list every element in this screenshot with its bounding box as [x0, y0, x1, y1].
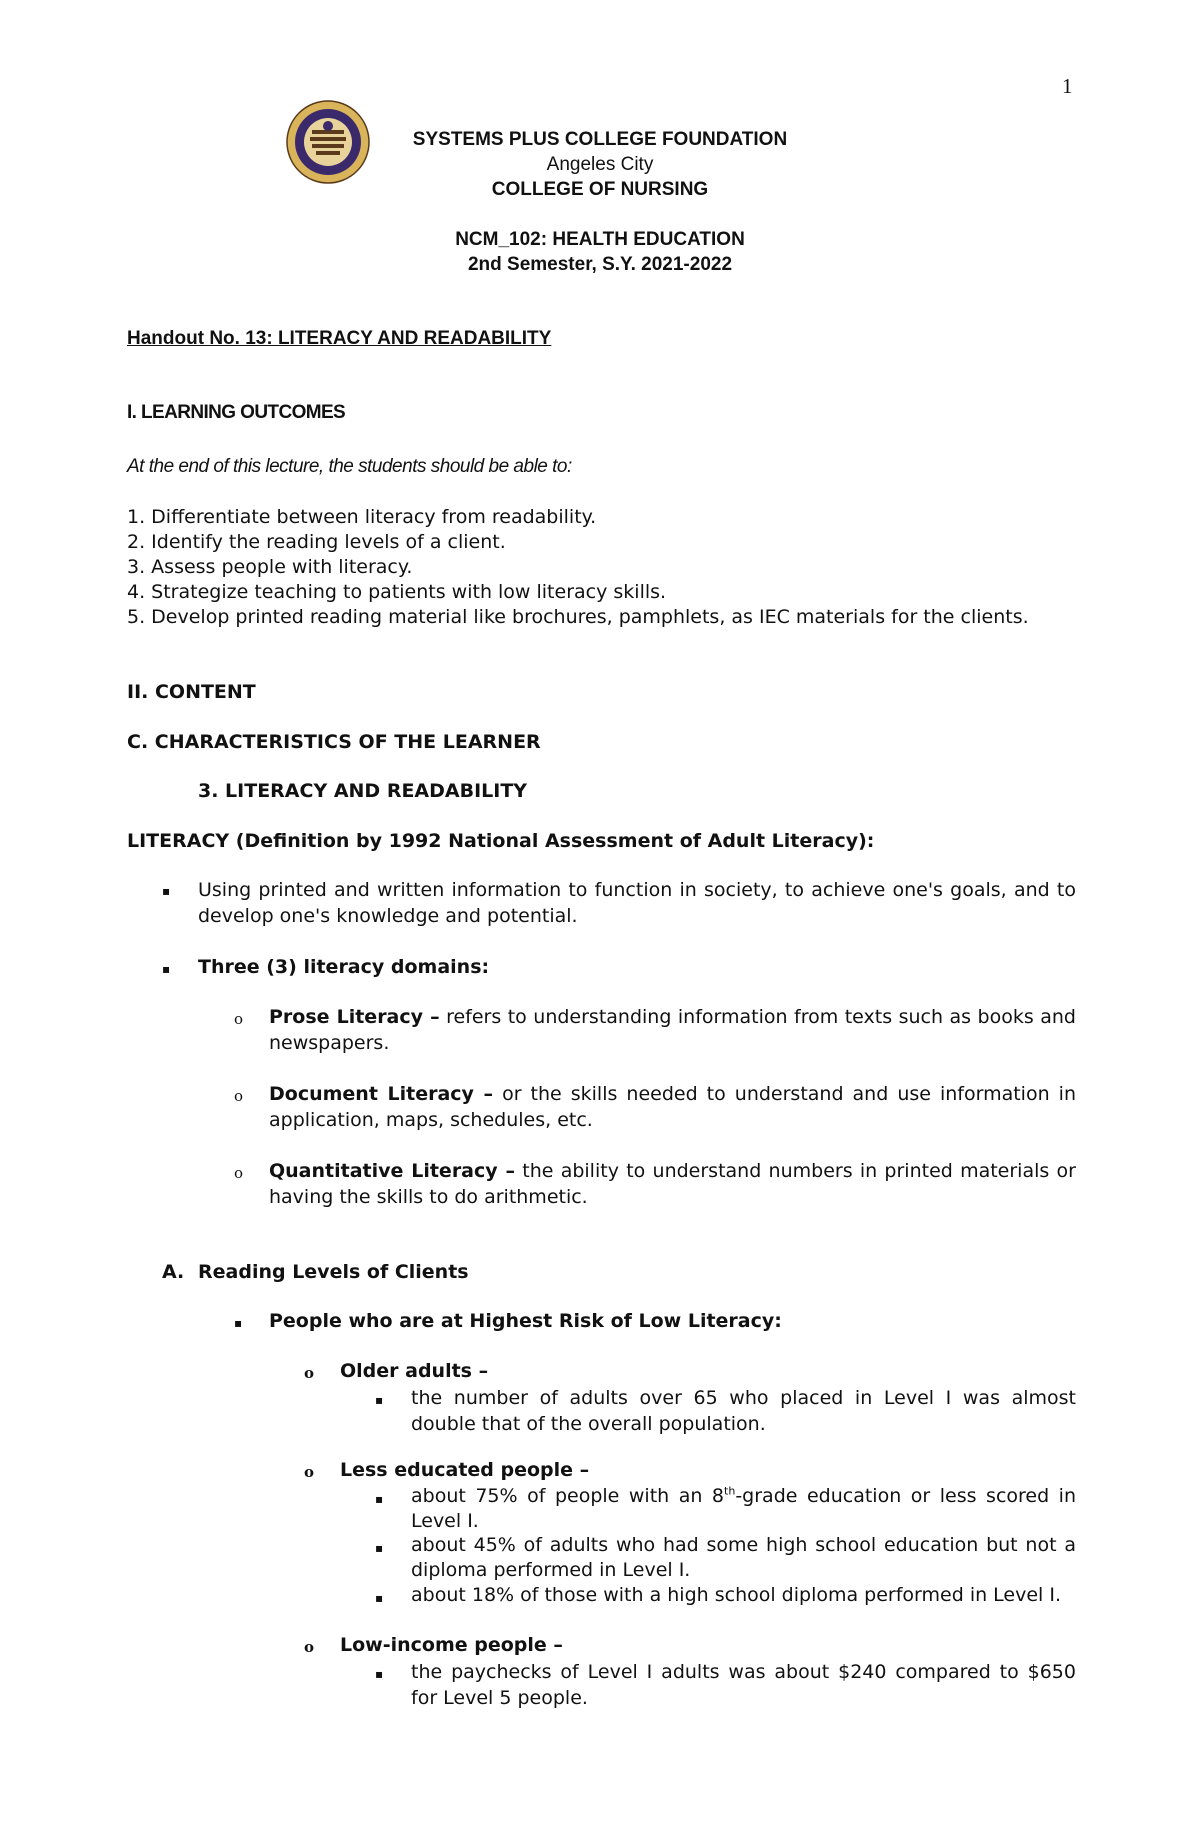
city-name: Angeles City — [546, 154, 654, 175]
domain-document — [269, 1081, 1076, 1133]
learning-outcomes-intro: At the end of this lecture, the students should be able to: — [127, 456, 572, 477]
circle-bullet-icon: o — [234, 1010, 244, 1028]
group-label-low-income: Low-income people – — [340, 1634, 563, 1656]
group-label-older-adults: Older adults – — [340, 1360, 489, 1382]
circle-bullet-icon: o — [234, 1087, 244, 1105]
circle-bullet-icon: o — [304, 1638, 315, 1656]
superscript: th — [724, 1484, 736, 1498]
outcome-item: 4. Strategize teaching to patients with low literacy skills. — [127, 581, 667, 603]
square-bullet-icon: ▪ — [375, 1667, 384, 1681]
outcome-item: 2. Identify the reading levels of a client. — [127, 531, 506, 553]
literacy-definition: Using printed and written information to function in society, to achieve one's goals, and to develop one's knowledge and potential. — [198, 879, 1076, 927]
content-heading: II. CONTENT — [127, 681, 256, 703]
square-bullet-icon: ▪ — [375, 1492, 384, 1506]
section-c-heading: C. CHARACTERISTICS OF THE LEARNER — [127, 731, 541, 753]
square-bullet-icon: ▪ — [375, 1591, 384, 1605]
learning-outcomes-list — [127, 505, 1029, 630]
outcome-item: 1. Differentiate between literacy from readability. — [127, 506, 597, 528]
item-text: about 75% of people with an 8 — [411, 1485, 725, 1507]
course-title: NCM_102: HEALTH EDUCATION — [455, 229, 745, 250]
literacy-definition-heading: LITERACY (Definition by 1992 National Assessment of Adult Literacy): — [127, 830, 875, 852]
circle-bullet-icon: o — [304, 1364, 315, 1382]
handout-title: Handout No. 13: LITERACY AND READABILITY — [127, 328, 552, 349]
group-item: the number of adults over 65 who placed in Level I was almost double that of the overall population. — [411, 1387, 1076, 1435]
domain-term: Document Literacy – — [269, 1083, 494, 1105]
square-bullet-icon: ▪ — [375, 1541, 384, 1555]
group-item — [411, 1484, 1076, 1534]
learning-outcomes-heading: I. LEARNING OUTCOMES — [127, 402, 346, 423]
domains-heading: Three (3) literacy domains: — [198, 956, 490, 978]
outcome-item: 3. Assess people with literacy. — [127, 556, 413, 578]
risk-heading: People who are at Highest Risk of Low Literacy: — [269, 1310, 782, 1332]
domain-prose — [269, 1004, 1076, 1056]
domain-quantitative — [269, 1158, 1076, 1210]
domain-term: Prose Literacy – — [269, 1006, 440, 1028]
square-bullet-icon: ▪ — [375, 1393, 384, 1407]
group-item: about 18% of those with a high school diploma performed in Level I. — [411, 1584, 1062, 1606]
section-a-heading: Reading Levels of Clients — [198, 1261, 469, 1283]
item-text: -grade education or less scored in Level I. — [411, 1485, 1077, 1532]
circle-bullet-icon: o — [304, 1463, 315, 1481]
outcome-item: 5. Develop printed reading material like brochures, pamphlets, as IEC materials for the clients. — [127, 606, 1029, 628]
domain-text: or the skills needed to understand and use information in application, maps, schedules, etc. — [269, 1083, 1076, 1131]
square-bullet-icon: ▪ — [162, 962, 171, 976]
school-name: SYSTEMS PLUS COLLEGE FOUNDATION — [412, 129, 788, 150]
section-a-letter: A. — [162, 1261, 185, 1283]
group-label-less-educated: Less educated people – — [340, 1459, 590, 1481]
college-seal-logo — [286, 100, 370, 184]
domain-term: Quantitative Literacy – — [269, 1160, 515, 1182]
square-bullet-icon: ▪ — [234, 1316, 243, 1330]
domain-text: the ability to understand numbers in printed materials or having the skills to do arithmetic. — [269, 1160, 1076, 1208]
subsection-heading: 3. LITERACY AND READABILITY — [198, 780, 528, 802]
group-item: about 45% of adults who had some high school education but not a diploma performed in Level I. — [411, 1534, 1076, 1581]
square-bullet-icon: ▪ — [162, 884, 171, 898]
group-item: the paychecks of Level I adults was about $240 compared to $650 for Level 5 people. — [411, 1661, 1076, 1709]
semester: 2nd Semester, S.Y. 2021-2022 — [467, 254, 733, 275]
page-number: 1 — [1062, 74, 1073, 98]
circle-bullet-icon: o — [234, 1164, 244, 1182]
college-name: COLLEGE OF NURSING — [491, 179, 709, 200]
domain-text: refers to understanding information from texts such as books and newspapers. — [269, 1006, 1076, 1054]
